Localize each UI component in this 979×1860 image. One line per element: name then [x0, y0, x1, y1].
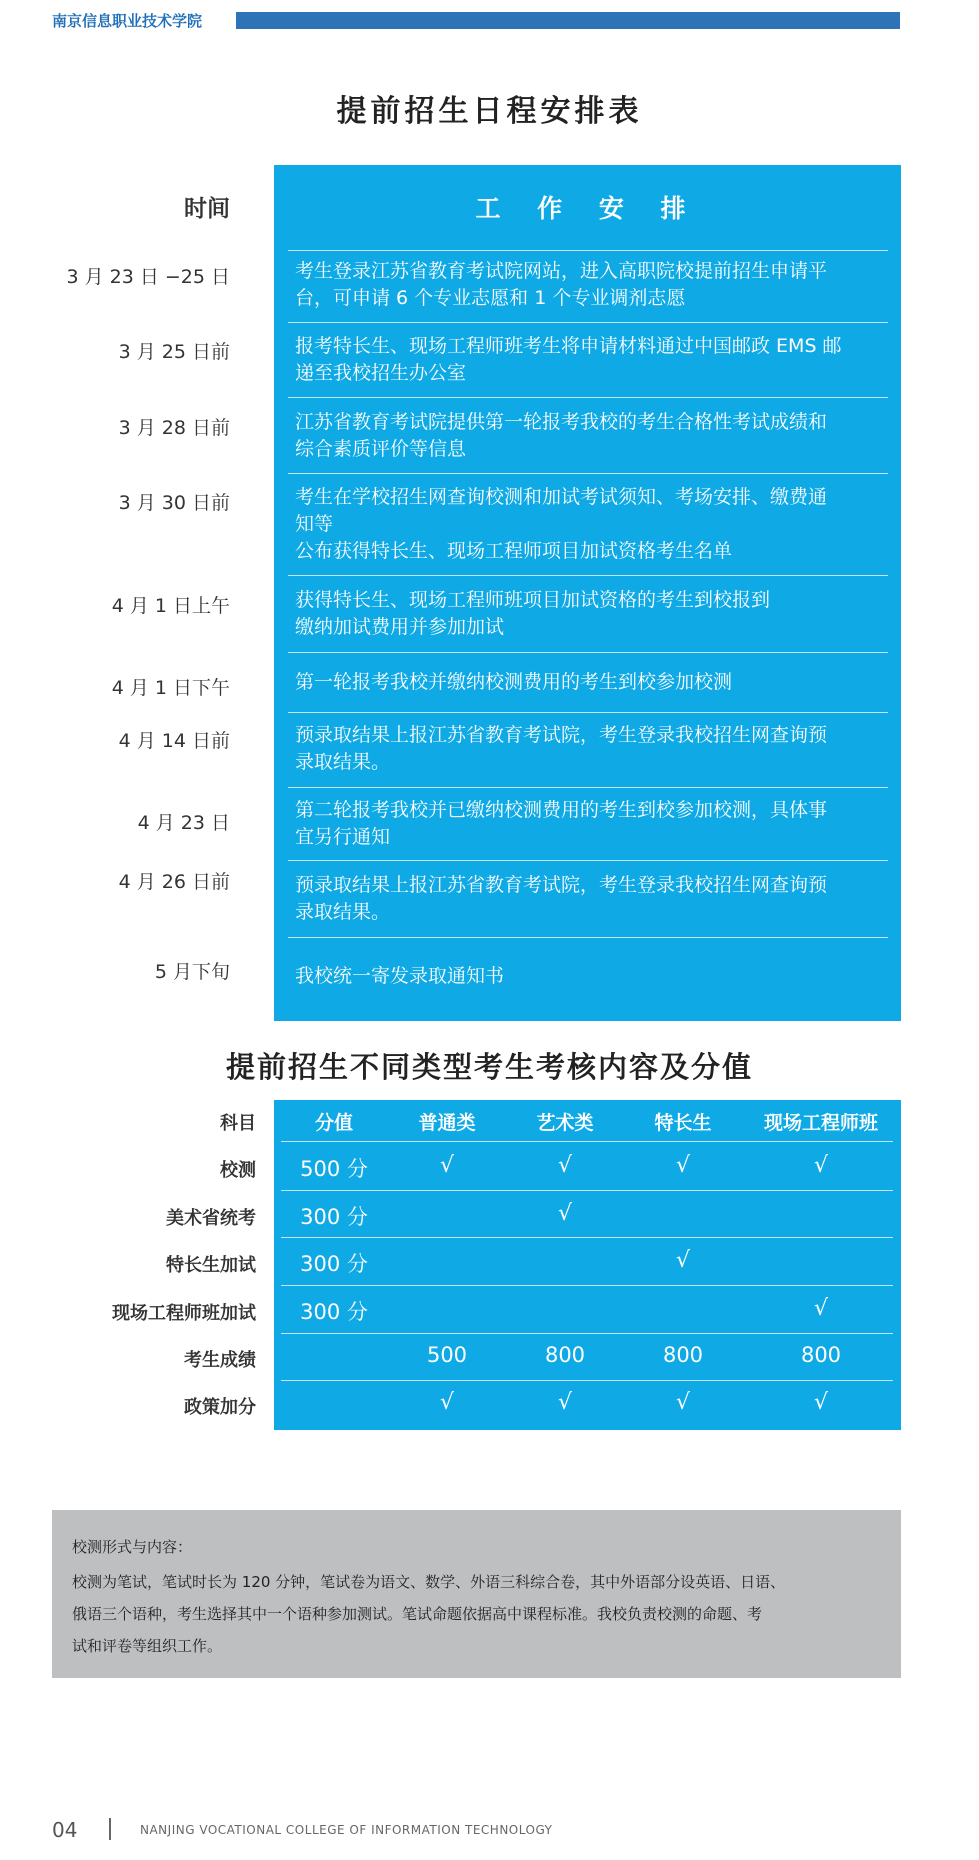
- schedule-row-line: 知等: [295, 513, 334, 535]
- schedule-row-line: 公布获得特长生、现场工程师项目加试资格考生名单: [295, 540, 733, 562]
- check-icon: √: [813, 1153, 829, 1178]
- scores-row-subject: 政策加分: [184, 1397, 256, 1418]
- schedule-row-work: [295, 333, 885, 387]
- schedule-row-work: [295, 722, 885, 776]
- schedule-row-line: 第一轮报考我校并缴纳校测费用的考生到校参加校测: [295, 671, 733, 693]
- schedule-row-time: 4 月 14 日前: [118, 730, 230, 752]
- schedule-row-work: [295, 484, 885, 565]
- schedule-row-time: 4 月 1 日上午: [111, 595, 230, 617]
- scores-column-header: 分值: [314, 1112, 353, 1134]
- scores-row-subject: 考生成绩: [184, 1350, 256, 1371]
- scores-title: 提前招生不同类型考生考核内容及分值: [225, 1050, 753, 1084]
- schedule-row-line: 递至我校招生办公室: [295, 362, 467, 384]
- check-icon: √: [675, 1390, 691, 1415]
- scores-cell: 300 分: [300, 1252, 368, 1276]
- schedule-divider: [288, 787, 888, 788]
- scores-cell: 300 分: [300, 1205, 368, 1229]
- scores-divider: [281, 1141, 893, 1142]
- schedule-row-time: 4 月 26 日前: [118, 871, 230, 893]
- schedule-row-time: 3 月 28 日前: [118, 417, 230, 439]
- header-accent-bar: [236, 12, 900, 29]
- schedule-divider: [288, 575, 888, 576]
- scores-column-header: 艺术类: [536, 1112, 594, 1134]
- schedule-row-line: 预录取结果上报江苏省教育考试院，考生登录我校招生网查询预: [295, 874, 828, 896]
- schedule-divider: [288, 937, 888, 938]
- check-icon: √: [557, 1390, 573, 1415]
- schedule-row-work: [295, 258, 885, 312]
- schedule-row-time: 5 月下旬: [154, 961, 230, 983]
- note-box: [52, 1510, 901, 1678]
- scores-cell: 800: [662, 1343, 704, 1367]
- schedule-row-time: 3 月 23 日 −25 日: [66, 266, 230, 288]
- schedule-work-header: 工 作 安 排: [475, 194, 700, 223]
- scores-row-subject: 特长生加试: [166, 1255, 256, 1276]
- check-icon: √: [557, 1153, 573, 1178]
- schedule-divider: [288, 250, 888, 251]
- schedule-divider: [288, 652, 888, 653]
- schedule-row-work: [295, 963, 885, 990]
- scores-row-subject: 校测: [220, 1160, 256, 1181]
- schedule-divider: [288, 712, 888, 713]
- schedule-row-line: 考生登录江苏省教育考试院网站，进入高职院校提前招生申请平: [295, 260, 828, 282]
- schedule-row-line: 综合素质评价等信息: [295, 438, 467, 460]
- footer-separator: [109, 1818, 111, 1840]
- page-number: 04: [52, 1818, 78, 1842]
- scores-cell: 500 分: [300, 1157, 368, 1181]
- scores-divider: [281, 1333, 893, 1334]
- schedule-row-line: 录取结果。: [295, 901, 391, 923]
- schedule-row-line: 获得特长生、现场工程师班项目加试资格的考生到校报到: [295, 589, 771, 611]
- scores-subject-header: 科目: [220, 1113, 256, 1134]
- schedule-divider: [288, 322, 888, 323]
- footer-text: NANJING VOCATIONAL COLLEGE OF INFORMATION TECHNOLOGY: [140, 1823, 553, 1837]
- scores-divider: [281, 1285, 893, 1286]
- scores-cell: 800: [544, 1343, 586, 1367]
- scores-cell: 500: [426, 1343, 468, 1367]
- schedule-row-work: [295, 669, 885, 696]
- school-name: 南京信息职业技术学院: [52, 12, 203, 30]
- scores-divider: [281, 1237, 893, 1238]
- check-icon: √: [813, 1296, 829, 1321]
- schedule-row-line: 第二轮报考我校并已缴纳校测费用的考生到校参加校测，具体事: [295, 799, 828, 821]
- schedule-row-line: 缴纳加试费用并参加加试: [295, 616, 505, 638]
- schedule-row-time: 4 月 23 日: [137, 812, 230, 834]
- note-line: 试和评卷等组织工作。: [72, 1637, 223, 1655]
- schedule-divider: [288, 860, 888, 861]
- schedule-row-line: 考生在学校招生网查询校测和加试考试须知、考场安排、缴费通: [295, 486, 828, 508]
- check-icon: √: [675, 1248, 691, 1273]
- schedule-row-line: 台，可申请 6 个专业志愿和 1 个专业调剂志愿: [295, 287, 686, 309]
- schedule-row-time: 3 月 25 日前: [118, 341, 230, 363]
- schedule-row-line: 江苏省教育考试院提供第一轮报考我校的考生合格性考试成绩和: [295, 411, 828, 433]
- scores-column-header: 特长生: [654, 1112, 712, 1134]
- scores-column-header: 普通类: [418, 1112, 476, 1134]
- schedule-row-work: [295, 797, 885, 851]
- note-line: 俄语三个语种，考生选择其中一个语种参加测试。笔试命题依据高中课程标准。我校负责校测的命题、考: [72, 1605, 763, 1623]
- schedule-row-time: 3 月 30 日前: [118, 492, 230, 514]
- page-header: [52, 8, 900, 32]
- note-title: 校测形式与内容：: [72, 1538, 193, 1556]
- schedule-row-work: [295, 872, 885, 926]
- check-icon: √: [557, 1201, 573, 1226]
- schedule-time-header: 时间: [184, 196, 230, 222]
- schedule-row-line: 报考特长生、现场工程师班考生将申请材料通过中国邮政 EMS 邮: [295, 335, 842, 357]
- schedule-row-time: 4 月 1 日下午: [111, 677, 230, 699]
- schedule-row-line: 我校统一寄发录取通知书: [295, 965, 505, 987]
- schedule-row-line: 录取结果。: [295, 751, 391, 773]
- scores-divider: [281, 1380, 893, 1381]
- check-icon: √: [439, 1153, 455, 1178]
- schedule-divider: [288, 397, 888, 398]
- schedule-row-work: [295, 409, 885, 463]
- scores-divider: [281, 1190, 893, 1191]
- check-icon: √: [439, 1390, 455, 1415]
- note-line: 校测为笔试，笔试时长为 120 分钟，笔试卷为语文、数学、外语三科综合卷，其中外语部分设英语、日语、: [72, 1573, 786, 1591]
- schedule-row-line: 预录取结果上报江苏省教育考试院，考生登录我校招生网查询预: [295, 724, 828, 746]
- check-icon: √: [813, 1390, 829, 1415]
- schedule-title: 提前招生日程安排表: [336, 94, 643, 129]
- scores-cell: 300 分: [300, 1300, 368, 1324]
- scores-column-header: 现场工程师班: [763, 1112, 878, 1134]
- scores-row-subject: 美术省统考: [166, 1208, 256, 1229]
- scores-cell: 800: [800, 1343, 842, 1367]
- scores-row-subject: 现场工程师班加试: [112, 1303, 256, 1324]
- check-icon: √: [675, 1153, 691, 1178]
- note-body: [72, 1566, 785, 1662]
- schedule-row-line: 宜另行通知: [295, 826, 391, 848]
- schedule-divider: [288, 473, 888, 474]
- schedule-row-work: [295, 587, 885, 641]
